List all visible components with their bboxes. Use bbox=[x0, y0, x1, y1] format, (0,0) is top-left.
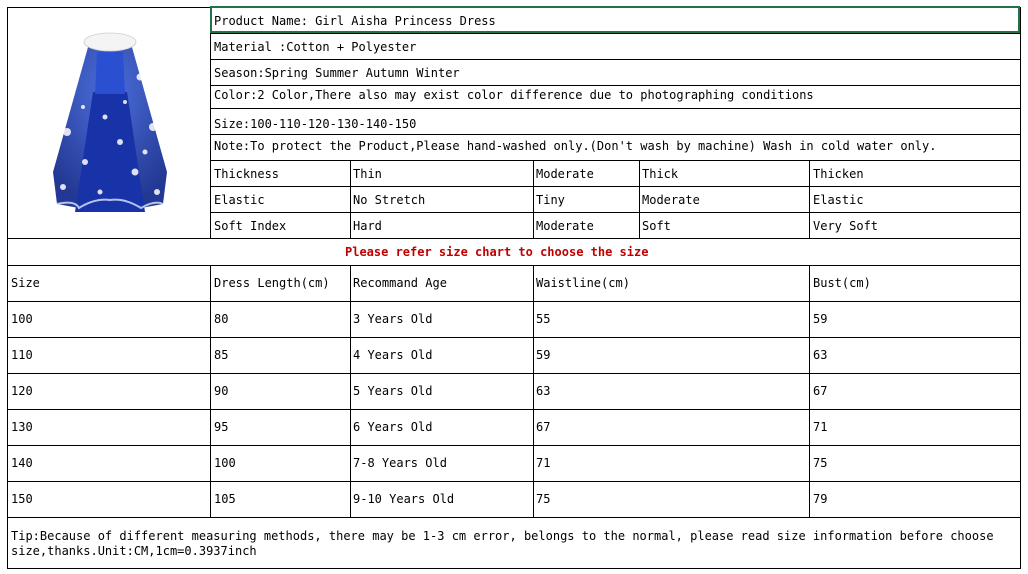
property-value: Soft bbox=[642, 219, 671, 233]
table-header: Recommand Age bbox=[353, 276, 447, 290]
table-cell: 130 bbox=[11, 420, 33, 434]
table-cell: 55 bbox=[536, 312, 551, 326]
property-value: Moderate bbox=[536, 167, 594, 181]
property-value: Moderate bbox=[642, 193, 700, 207]
table-cell: 75 bbox=[813, 456, 828, 470]
measurement-tip: Tip:Because of different measuring methods, there may be 1-3 cm error, belongs to the normal, please read size information before choose size,thanks.Unit:CM,1cm=0.3937inch bbox=[11, 529, 994, 558]
size-chart-notice: Please refer size chart to choose the size bbox=[345, 245, 649, 259]
table-cell: 110 bbox=[11, 348, 33, 362]
table-cell: 100 bbox=[11, 312, 33, 326]
table-header: Waistline(cm) bbox=[536, 276, 630, 290]
property-value: Tiny bbox=[536, 193, 565, 207]
table-cell: 4 Years Old bbox=[353, 348, 433, 362]
table-cell: 85 bbox=[214, 348, 229, 362]
property-label: Soft Index bbox=[214, 219, 287, 233]
table-cell: 75 bbox=[536, 492, 551, 506]
table-cell: 100 bbox=[214, 456, 236, 470]
table-header: Bust(cm) bbox=[813, 276, 871, 290]
property-label: Thickness bbox=[214, 167, 280, 181]
product-season: Season:Spring Summer Autumn Winter bbox=[214, 66, 460, 80]
table-cell: 71 bbox=[536, 456, 551, 470]
table-cell: 67 bbox=[813, 384, 828, 398]
property-value: Elastic bbox=[813, 193, 864, 207]
table-cell: 63 bbox=[813, 348, 828, 362]
table-cell: 79 bbox=[813, 492, 828, 506]
table-cell: 5 Years Old bbox=[353, 384, 433, 398]
table-header: Dress Length(cm) bbox=[214, 276, 330, 290]
table-cell: 67 bbox=[536, 420, 551, 434]
table-cell: 71 bbox=[813, 420, 828, 434]
product-name: Product Name: Girl Aisha Princess Dress bbox=[214, 14, 496, 28]
property-value: Thick bbox=[642, 167, 679, 181]
table-cell: 9-10 Years Old bbox=[353, 492, 455, 506]
table-cell: 7-8 Years Old bbox=[353, 456, 447, 470]
property-value: Thin bbox=[353, 167, 382, 181]
table-cell: 59 bbox=[536, 348, 551, 362]
table-cell: 150 bbox=[11, 492, 33, 506]
table-cell: 80 bbox=[214, 312, 229, 326]
table-cell: 105 bbox=[214, 492, 236, 506]
table-cell: 63 bbox=[536, 384, 551, 398]
property-label: Elastic bbox=[214, 193, 265, 207]
table-cell: 120 bbox=[11, 384, 33, 398]
princess-dress-image bbox=[45, 22, 175, 222]
table-cell: 6 Years Old bbox=[353, 420, 433, 434]
product-size: Size:100-110-120-130-140-150 bbox=[214, 117, 417, 131]
table-cell: 140 bbox=[11, 456, 33, 470]
property-value: No Stretch bbox=[353, 193, 426, 207]
table-cell: 90 bbox=[214, 384, 229, 398]
product-color: Color:2 Color,There also may exist color difference due to photographing conditions bbox=[214, 88, 814, 102]
table-header: Size bbox=[11, 276, 40, 290]
property-value: Hard bbox=[353, 219, 382, 233]
property-value: Thicken bbox=[813, 167, 864, 181]
property-value: Moderate bbox=[536, 219, 594, 233]
product-note: Note:To protect the Product,Please hand-washed only.(Don't wash by machine) Wash in cold water only. bbox=[214, 139, 937, 153]
table-cell: 3 Years Old bbox=[353, 312, 433, 326]
property-value: Very Soft bbox=[813, 219, 879, 233]
table-cell: 95 bbox=[214, 420, 229, 434]
table-cell: 59 bbox=[813, 312, 828, 326]
product-material: Material :Cotton + Polyester bbox=[214, 40, 417, 54]
